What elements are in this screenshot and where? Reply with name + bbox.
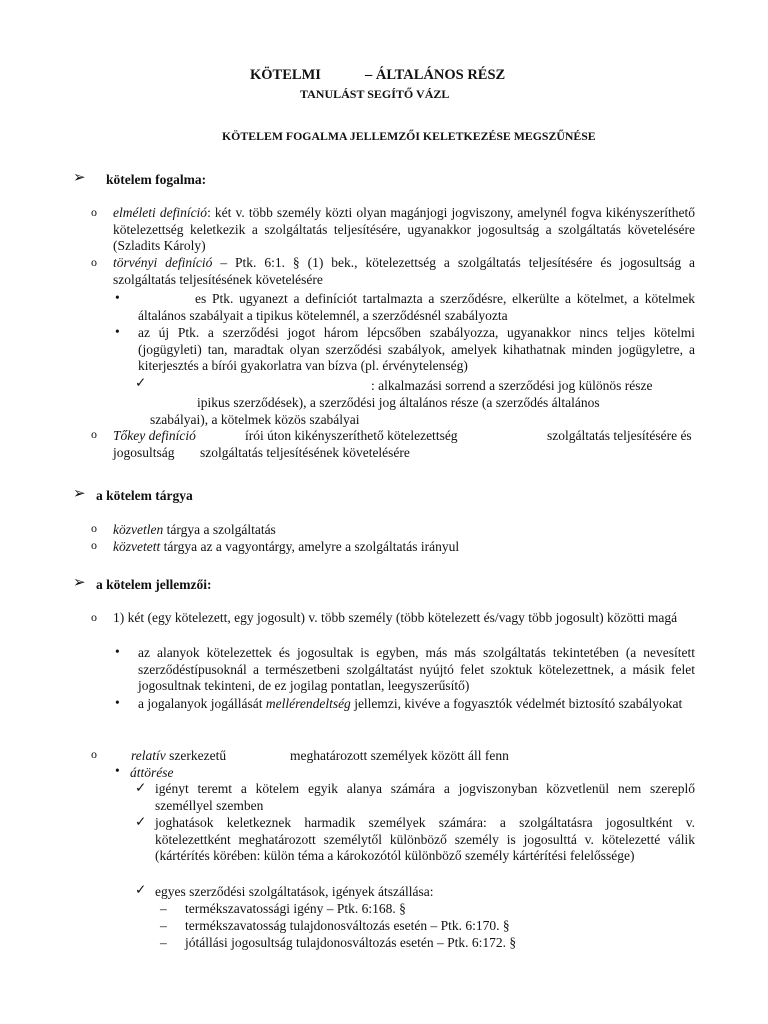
- alanyok-bullet: az alanyok kötelezettek és jogosultak is egyben, más más szolgáltatás tekintetében (a nevesített szerződéstípusoknál a természetbeni szolgáltatást nyújtó felet szoktuk kötelezettnek, a másik felet jogosultnak tekinteni, de ez jogilag pontatlan, leegyszerűsítő): [138, 645, 695, 693]
- elmeleti-term: elméleti definíció: [113, 205, 208, 220]
- jogallas-text-b: jellemzi, kivéve a fogyasztók védelmét biztosító szabályokat: [350, 696, 683, 711]
- bullet-icon: •: [115, 324, 120, 339]
- attorese-label: áttörése: [130, 765, 174, 780]
- bullet-icon: •: [115, 290, 120, 305]
- elmeleti-definicio: [113, 205, 695, 255]
- tokey-text-1a: írói úton kikényszeríthető kötelezettség: [245, 428, 458, 443]
- arrow-icon: ➢: [73, 170, 86, 186]
- check-icon: ✓: [135, 375, 147, 390]
- bullet-icon: •: [115, 695, 120, 710]
- jogallas-text-a: a jogalanyok jogállását: [138, 696, 266, 711]
- elmeleti-text: : két v. több személy közti olyan magánjogi jogviszony, amelynél fogva kikényszeríthető kötelezettség keletkezik a szolgáltatás teljesítésére, ugyanakkor jogosultság a szolgáltatás követelésére (Szladits Károly): [113, 205, 695, 253]
- circle-bullet-icon: o: [91, 255, 97, 269]
- attores-check3: egyes szerződési szolgáltatások, igények átszállása:: [155, 884, 434, 899]
- relativ-text-b: meghatározott személyek között áll fenn: [290, 748, 509, 763]
- attores-check1: igényt teremt a kötelem egyik alanya számára a jogviszonyban közvetlenül nem szereplő személlyel szemben: [155, 781, 695, 813]
- topics-line: KÖTELEM FOGALMA JELLEMZŐI KELETKEZÉSE MEGSZŰNÉSE: [222, 129, 596, 143]
- dash-icon: –: [160, 901, 167, 916]
- circle-bullet-icon: o: [91, 747, 97, 761]
- circle-bullet-icon: o: [91, 538, 97, 552]
- kozvetlen-text: tárgya a szolgáltatás: [163, 522, 276, 537]
- check-text-line1: : alkalmazási sorrend a szerződési jog különös része: [371, 378, 653, 393]
- regi-ptk-bullet: es Ptk. ugyanezt a definíciót tartalmazta a szerződésre, elkerülte a kötelmet, a kötelmek általános szabályait a tipikus kötelemnél, a szerződésnél szabályozta: [138, 291, 695, 323]
- subtitle: TANULÁST SEGÍTŐ VÁZL: [300, 87, 450, 101]
- jogallas-bullet: [138, 696, 695, 713]
- kozvetlen-item: [113, 521, 276, 538]
- dash-item-3: jótállási jogosultság tulajdonosváltozás esetén – Ptk. 6:172. §: [185, 935, 517, 950]
- torvenyi-text: – Ptk. 6:1. § (1) bek., kötelezettség a szolgáltatás teljesítésére és jogosultság a szolgáltatás teljesítésének követelésére: [113, 255, 696, 287]
- kozvetett-text: tárgya az a vagyontárgy, amelyre a szolgáltatás irányul: [160, 539, 460, 554]
- check-icon: ✓: [135, 780, 147, 795]
- dash-icon: –: [160, 935, 167, 950]
- kozvetett-term: közvetett: [113, 539, 161, 554]
- dash-item-1: termékszavatossági igény – Ptk. 6:168. §: [185, 901, 406, 916]
- tokey-text-2a: jogosultság: [113, 445, 175, 460]
- attores-check2: joghatások keletkeznek harmadik személyek számára: a szolgáltatásra jogosultként v. kötelezettként meghatározott személytől különböző személy is jogosulttá v. kötelezetté válik (kártérítés körében: külön téma a károkozótól különböző személy kártérítési felelőssége): [155, 815, 695, 863]
- dash-item-2: termékszavatosság tulajdonosváltozás esetén – Ptk. 6:170. §: [185, 918, 510, 933]
- arrow-icon: ➢: [73, 575, 86, 591]
- tokey-text-1b: szolgáltatás teljesítésére és: [547, 428, 692, 443]
- check-icon: ✓: [135, 882, 147, 897]
- dash-icon: –: [160, 918, 167, 933]
- torvenyi-term: törvényi definíció: [113, 255, 213, 270]
- kozvetett-item: [113, 538, 459, 555]
- circle-bullet-icon: o: [91, 521, 97, 535]
- tokey-text-2b: szolgáltatás teljesítésének követelésére: [200, 445, 410, 460]
- torvenyi-definicio: [113, 255, 695, 288]
- arrow-icon: ➢: [73, 486, 86, 502]
- section-heading-targya: a kötelem tárgya: [96, 488, 193, 503]
- circle-bullet-icon: o: [91, 205, 97, 219]
- check-icon: ✓: [135, 814, 147, 829]
- uj-ptk-bullet: az új Ptk. a szerződési jogot három lépcsőben szabályozza, ugyanakkor nincs teljes kötelmi (jogügyleti) tan, maradtak olyan szerződési szabályok, amelyek kihathatnak minden jogügyletre, a kiterjesztés a bírói gyakorlatra van bízva (pl. érvénytelenség): [138, 325, 695, 373]
- tokey-term: Tőkey definíció: [113, 428, 196, 443]
- section-heading-jellemzoi: a kötelem jellemzői:: [96, 577, 212, 592]
- relativ-text-a: szerkezetű: [165, 748, 227, 763]
- kozvetlen-term: közvetlen: [113, 522, 164, 537]
- check-text-line3: szabályai), a kötelmek közös szabályai: [150, 412, 360, 427]
- circle-bullet-icon: o: [91, 610, 97, 624]
- bullet-icon: •: [115, 763, 120, 778]
- bullet-icon: •: [115, 644, 120, 659]
- section-heading-fogalma: kötelem fogalma:: [106, 172, 207, 187]
- check-text-line2: ipikus szerződések), a szerződési jog általános része (a szerződés általános: [197, 395, 600, 410]
- relativ-item: [131, 747, 226, 764]
- title-right: – ÁLTALÁNOS RÉSZ: [365, 67, 506, 83]
- relativ-term: relatív: [131, 748, 166, 763]
- circle-bullet-icon: o: [91, 427, 97, 441]
- title-left: KÖTELMI: [250, 67, 321, 83]
- mellerendeltseg-term: mellérendeltség: [265, 696, 351, 711]
- jellemzo-item1: 1) két (egy kötelezett, egy jogosult) v. több személy (több kötelezett és/vagy több jogosult) közötti magá: [113, 610, 678, 625]
